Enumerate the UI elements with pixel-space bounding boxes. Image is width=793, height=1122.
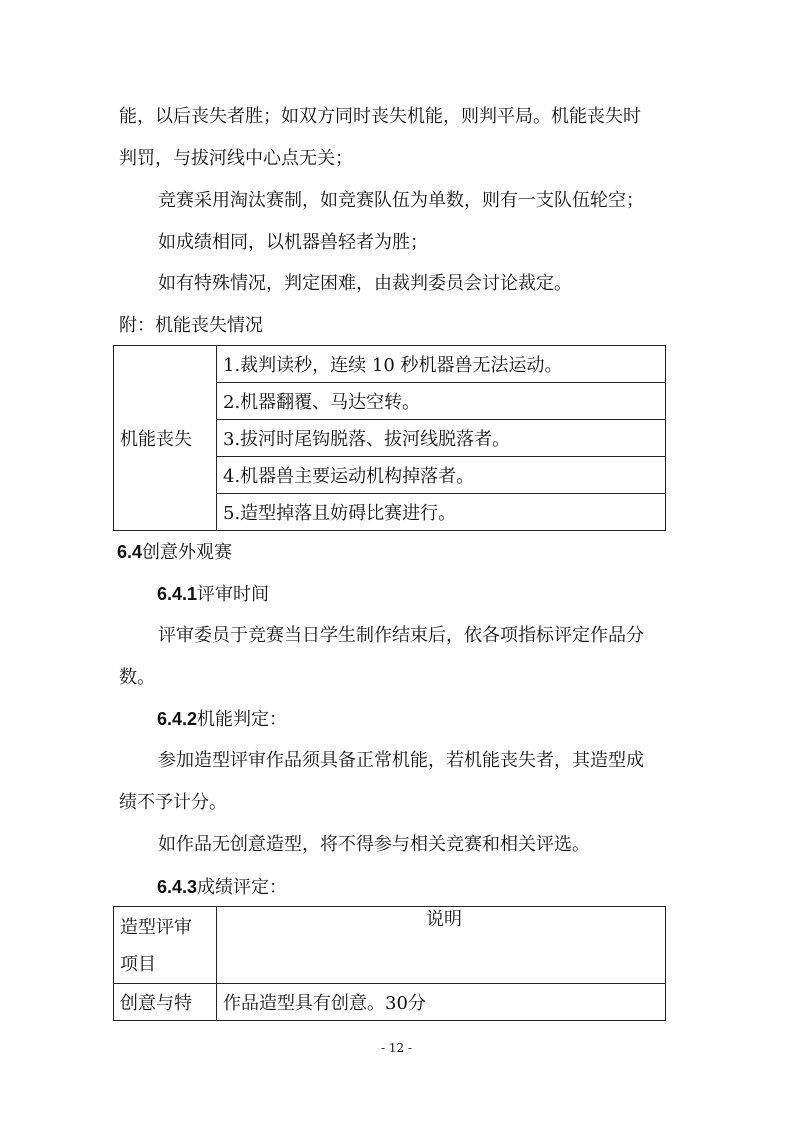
section-title: 机能判定： — [197, 709, 288, 730]
score-table-cell: 创意与特 — [114, 984, 217, 1021]
section-title: 创意外观赛 — [142, 542, 233, 563]
paragraph: 如作品无创意造型，将不得参与相关竞赛和相关评选。 — [158, 834, 590, 855]
paragraph-line: 判罚，与拔河线中心点无关； — [119, 148, 353, 169]
section-heading-6-4-3 — [157, 876, 287, 899]
paragraph: 如成绩相同，以机器兽轻者为胜； — [158, 232, 428, 253]
section-heading-6-4-2 — [157, 708, 287, 731]
section-heading-6-4 — [117, 541, 232, 564]
loss-table-item: 1.裁判读秒，连续 10 秒机器兽无法运动。 — [217, 346, 666, 383]
section-title: 评审时间 — [197, 584, 270, 605]
section-number: 6.4.3 — [157, 877, 198, 897]
header-line: 造型评审 — [120, 917, 192, 938]
paragraph: 竞赛采用淘汰赛制，如竞赛队伍为单数，则有一支队伍轮空； — [158, 190, 644, 211]
loss-table-item: 4.机器兽主要运动机构掉落者。 — [217, 457, 666, 494]
loss-table-item: 2.机器翻覆、马达空转。 — [217, 383, 666, 420]
paragraph-line: 能，以后丧失者胜；如双方同时丧失机能，则判平局。机能丧失时 — [119, 106, 641, 127]
paragraph: 如有特殊情况，判定困难，由裁判委员会讨论裁定。 — [158, 273, 572, 294]
header-line: 项目 — [120, 954, 156, 975]
page-number: - 12 - — [380, 1041, 412, 1055]
section-title: 成绩评定： — [197, 877, 288, 898]
paragraph-line: 数。 — [119, 667, 155, 688]
score-table-header-desc: 说明 — [217, 907, 666, 984]
loss-table — [113, 345, 666, 531]
paragraph-line: 绩不予计分。 — [119, 792, 227, 813]
loss-table-item: 3.拔河时尾钩脱落、拔河线脱落者。 — [217, 420, 666, 457]
section-number: 6.4.1 — [157, 584, 198, 604]
section-number: 6.4 — [117, 542, 143, 562]
paragraph-line: 评审委员于竞赛当日学生制作结束后，依各项指标评定作品分 — [158, 625, 644, 646]
section-heading-6-4-1 — [157, 583, 269, 606]
appendix-title: 附：机能丧失情况 — [119, 315, 263, 336]
paragraph-line: 参加造型评审作品须具备正常机能，若机能丧失者，其造型成 — [158, 750, 644, 771]
loss-table-label: 机能丧失 — [114, 346, 217, 531]
loss-table-item: 5.造型掉落且妨碍比赛进行。 — [217, 494, 666, 531]
section-number: 6.4.2 — [157, 709, 198, 729]
score-table — [113, 906, 666, 1021]
score-table-cell: 作品造型具有创意。30分 — [217, 984, 666, 1021]
score-table-header-item — [114, 907, 217, 984]
